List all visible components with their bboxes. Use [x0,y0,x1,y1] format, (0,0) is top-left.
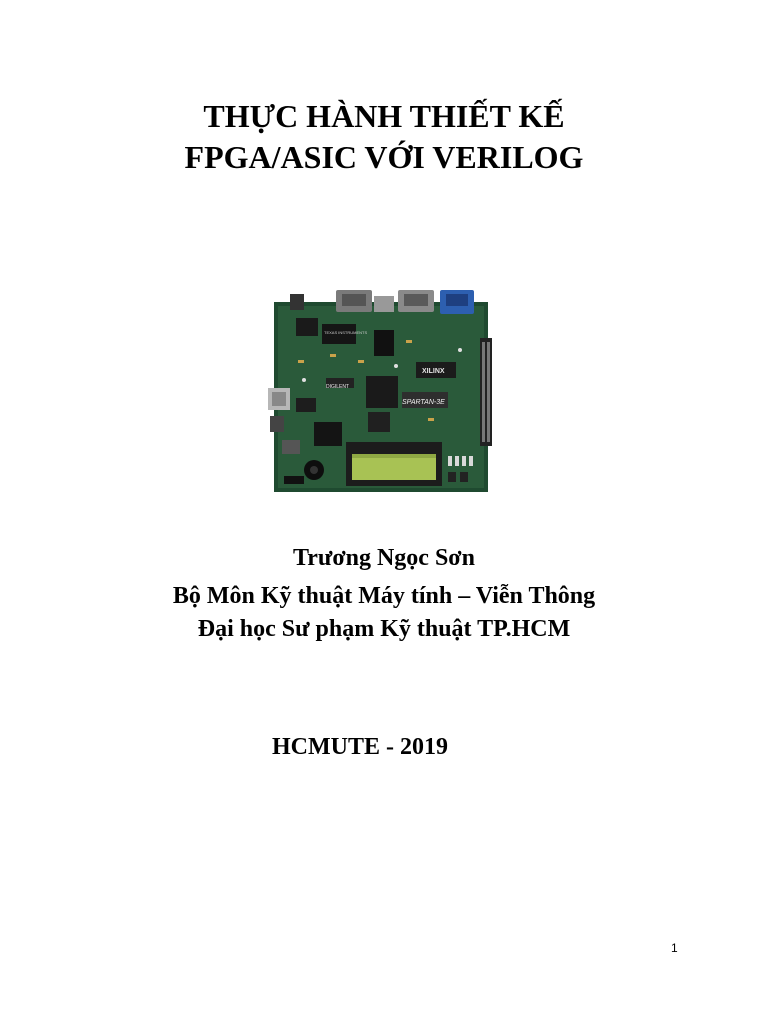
publication-line: HCMUTE - 2019 [272,734,448,760]
board-label-texas: TEXAS INSTRUMENTS [324,330,368,335]
fpga-board-image [268,290,492,494]
page-number: 1 [671,941,678,955]
document-title-line-1: THỰC HÀNH THIẾT KẾ [203,98,565,134]
document-title-line-2: FPGA/ASIC VỚI VERILOG [184,139,584,175]
board-label-digilent: DIGILENT [326,384,350,390]
author-department: Bộ Môn Kỹ thuật Máy tính – Viễn Thông [172,583,596,609]
board-label-xilinx: XILINX [422,368,445,375]
board-label-spartan: SPARTAN-3E [402,399,445,406]
author-university: Đại học Sư phạm Kỹ thuật TP.HCM [197,616,571,642]
author-name: Trương Ngọc Sơn [293,545,475,571]
